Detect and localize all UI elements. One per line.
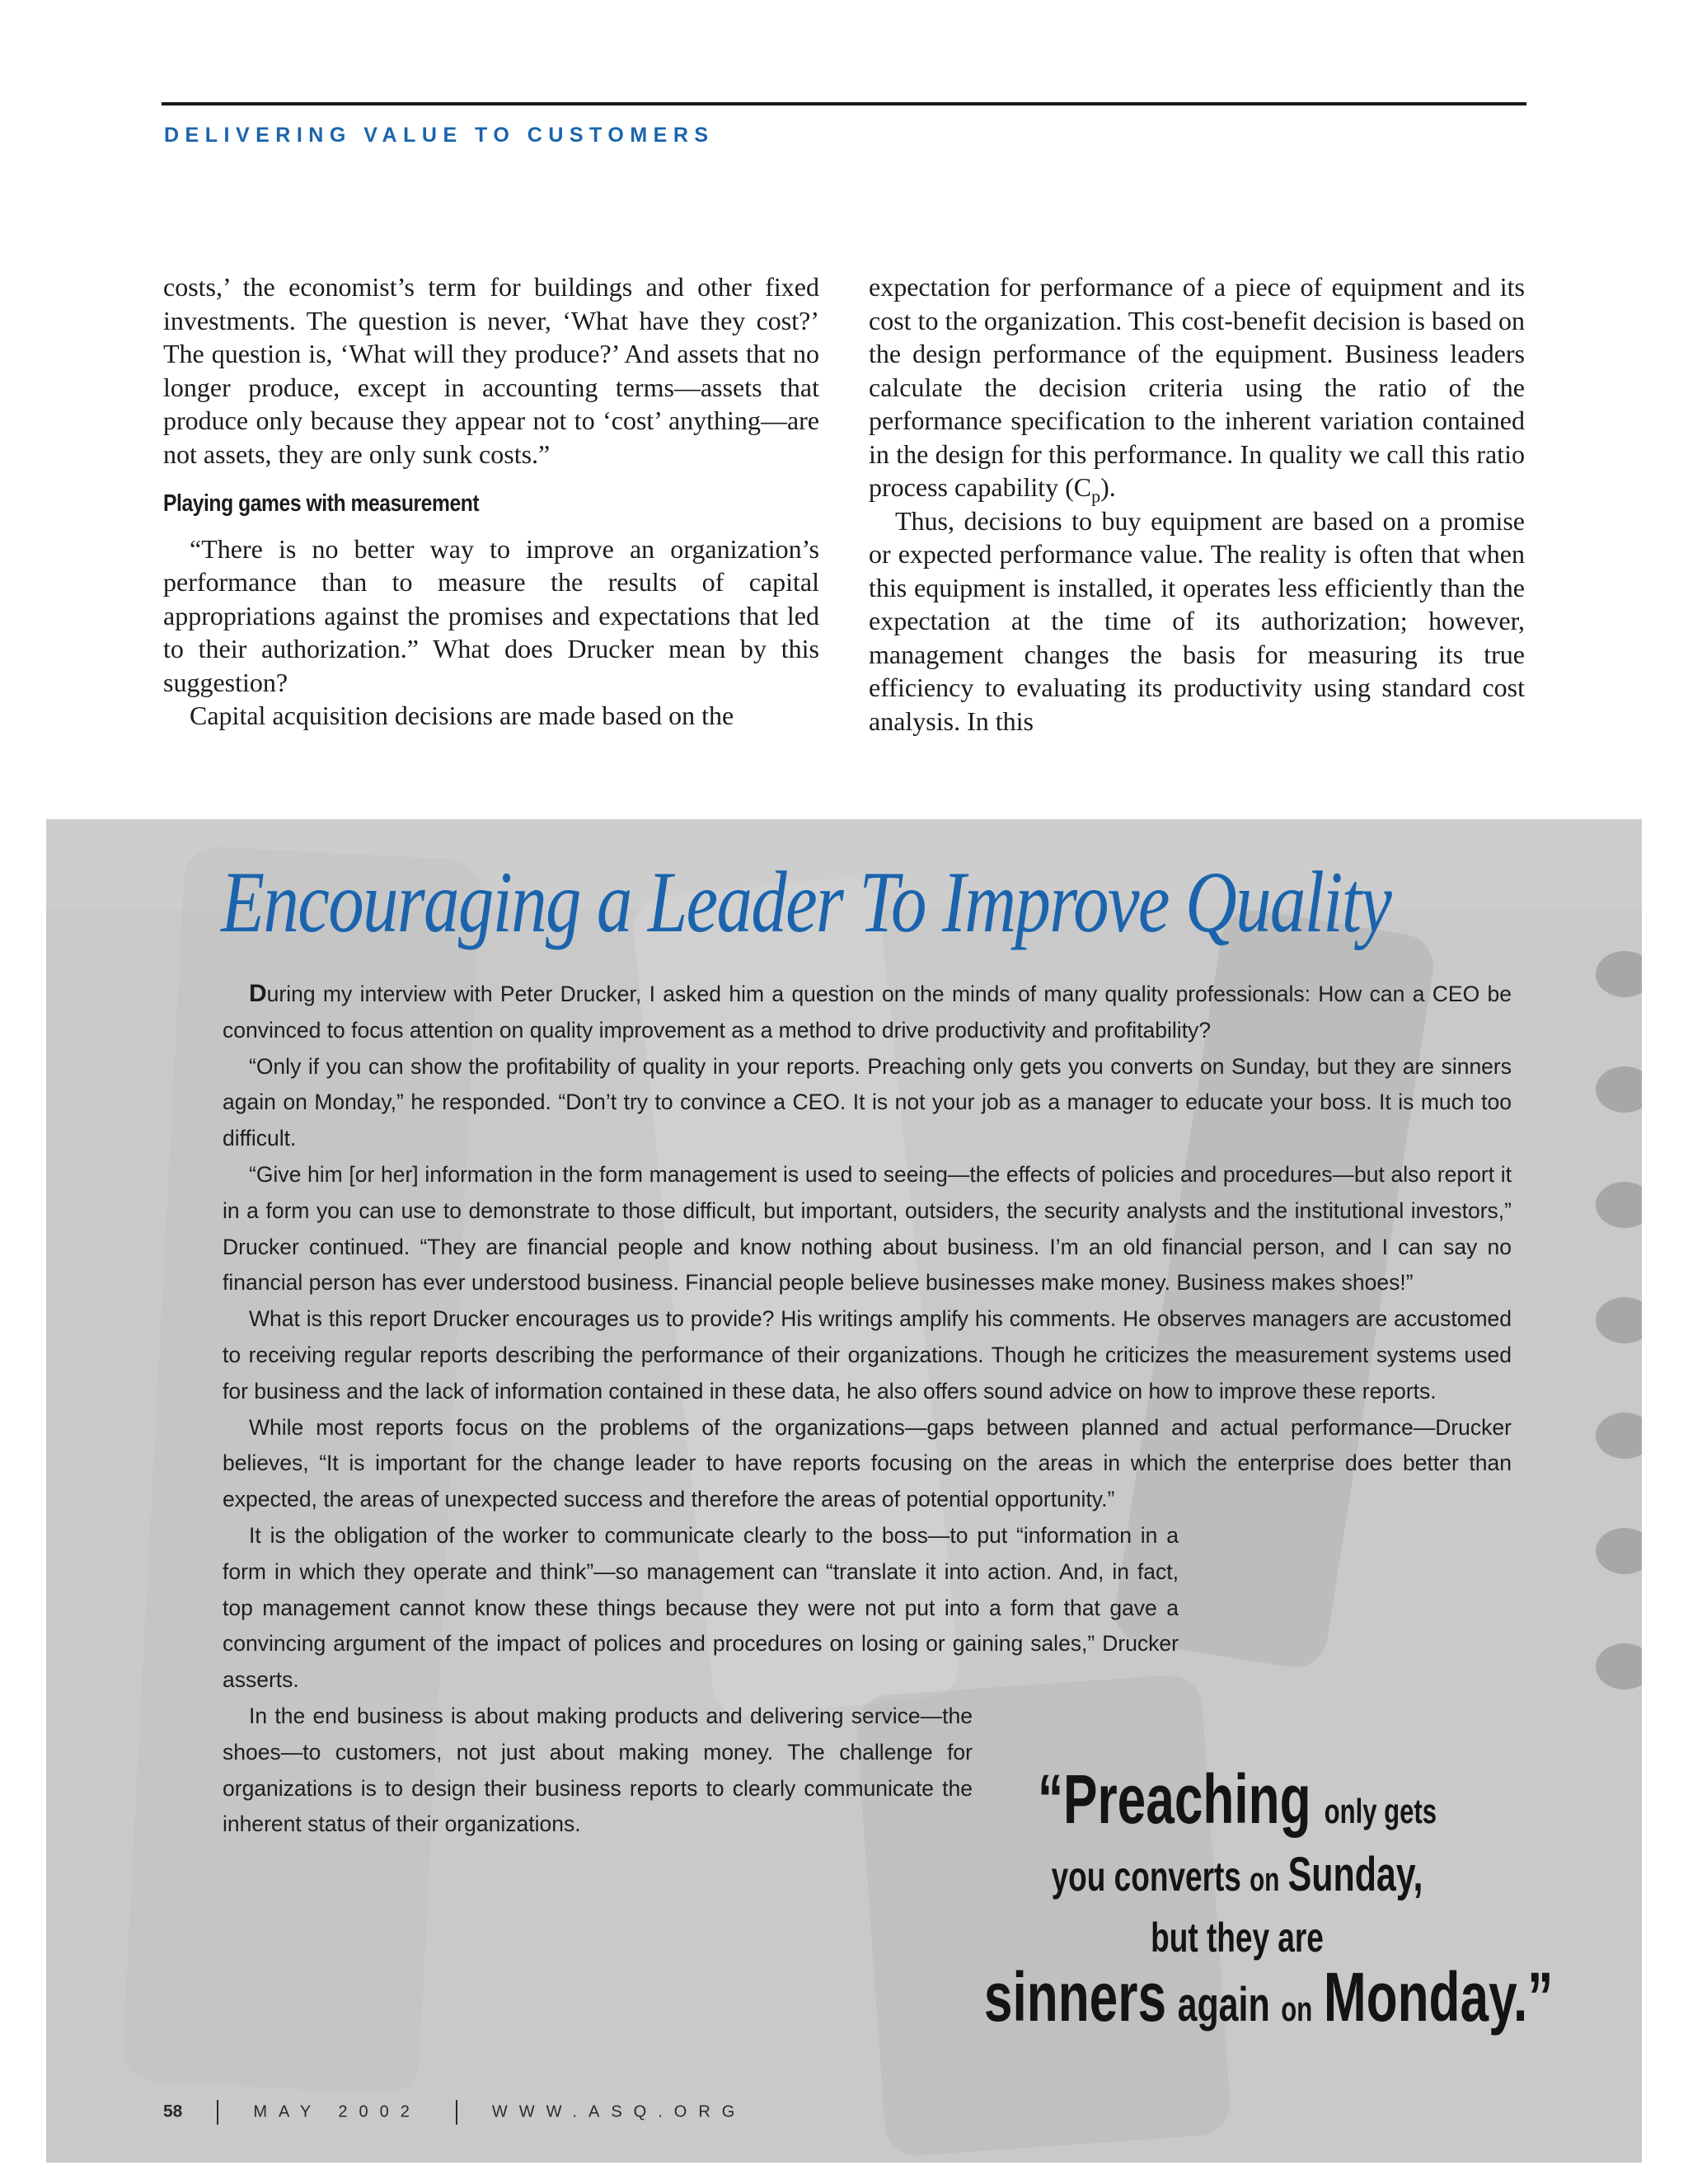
sidebar-title: Encouraging a Leader To Improve Quality [221,854,1391,950]
article-paragraph: Thus, decisions to buy equipment are based on a promise or expected performance value. The reality is often that when this equipment is installed, it operates less efficiently than the expectation at the time of its authorization; however, management changes the basis for measuring its true efficiency to evaluating its productivity using standard cost analysis. In this [869,505,1525,736]
sidebar-paragraph: In the end business is about making products and delivering service—the shoes—to customers, not just about making money. The challenge for organizations is to design their business reports to clearly communicate the inherent status of their organizations. [223,1703,973,1837]
article-subheading: Playing games with measurement [163,490,480,517]
sidebar-paragraph: “Only if you can show the profitability of quality in your reports. Preaching only gets you converts on Sunday, but they are sinners again on Monday,” he responded. “Don’t try to convince a CEO. It is not your job as a manager to educate your boss. It is much too difficult. [223,1053,1512,1151]
sidebar-paragraph: While most reports focus on the problems of the organizations—gaps between planned and actual performance—Drucker believes, “It is important for the change leader to have reports focusing on the areas in which the enterprise does better than expected, the areas of unexpected success and therefore the areas of potential opportunity.” [223,1414,1512,1512]
page-footer [163,2100,746,2125]
article-paragraph: “There is no better way to improve an organization’s performance than to measure the results of capital appropriations against the promises and expectations that led to their authorization.” What does Drucker mean by this suggestion? [163,533,819,697]
header-rule [162,102,1526,105]
issue-date: MAY 2002 [253,2102,421,2121]
sidebar-body [223,976,1512,1843]
sidebar-paragraph: During my interview with Peter Drucker, I asked him a question on the minds of many quality professionals: How can a CEO be convinced to focus attention on quality improvement as a method to drive productivity and profitability? [223,980,1512,1043]
film-perforation [1596,951,1642,997]
page-number: 58 [163,2102,183,2121]
footer-divider [456,2100,457,2125]
sidebar-paragraph: It is the obligation of the worker to communicate clearly to the boss—to put “information in a form in which they operate and think”—so management can “translate it into action. And, in fact, top management cannot know these things because they were not put into a form that gave a convincing argument of the impact of polices and procedures on losing or gaining sales,” Drucker asserts. [223,1522,1179,1693]
film-perforation [1596,1297,1642,1343]
footer-divider [217,2100,218,2125]
article-paragraph: costs,’ the economist’s term for buildings and other fixed investments. The question is never, ‘What have they cost?’ The question is, ‘What will they produce?’ And assets that no longer produce, except in accounting terms—assets that produce only because they appear not to ‘cost’ anything—are not assets, they are only sunk costs.” [163,272,819,469]
sidebar-paragraph: “Give him [or her] information in the form management is used to seeing—the effects of policies and procedures—but also report it in a form you can use to demonstrate to those difficult, but important, outsiders, the security analysts and the institutional investors,” Drucker continued. “They are financial people and know nothing about business. I’m an old financial person, and I can say no financial person has ever understood business. Financial people believe businesses make money. Business makes shoes!” [223,1161,1512,1296]
pull-quote: “Preaching only gets you converts on Sunday, but they are sinners again on Monday.” [983,1760,1554,2036]
film-perforation [1596,1066,1642,1113]
sidebar-paragraph: What is this report Drucker encourages us to provide? His writings amplify his comments. He observes managers are accustomed to receiving regular reports describing the performance of their organizations. Though he criticizes the measurement systems used for business and the lack of information contained in these data, he also offers sound advice on how to improve these reports. [223,1306,1512,1404]
drop-cap: D [249,980,267,1007]
sidebar-box [46,819,1642,2163]
film-perforation [1596,1413,1642,1459]
article-paragraph: expectation for performance of a piece of equipment and its cost to the organization. This cost-benefit decision is based on the design performance of the equipment. Business leaders calculate the decision criteria using the ratio of the performance specification to the inherent variation contained in the design for this performance. In quality we call this ratio process capability $(C_p)$. [869,272,1525,507]
article-paragraph: Capital acquisition decisions are made based on the [190,701,734,730]
website-url: WWW.ASQ.ORG [491,2102,747,2121]
article-column-right [869,270,1525,738]
film-perforation [1596,1182,1642,1228]
section-label: DELIVERING VALUE TO CUSTOMERS [164,124,715,147]
film-perforation [1596,1643,1642,1690]
article-column-left [163,270,819,733]
film-perforation [1596,1528,1642,1574]
